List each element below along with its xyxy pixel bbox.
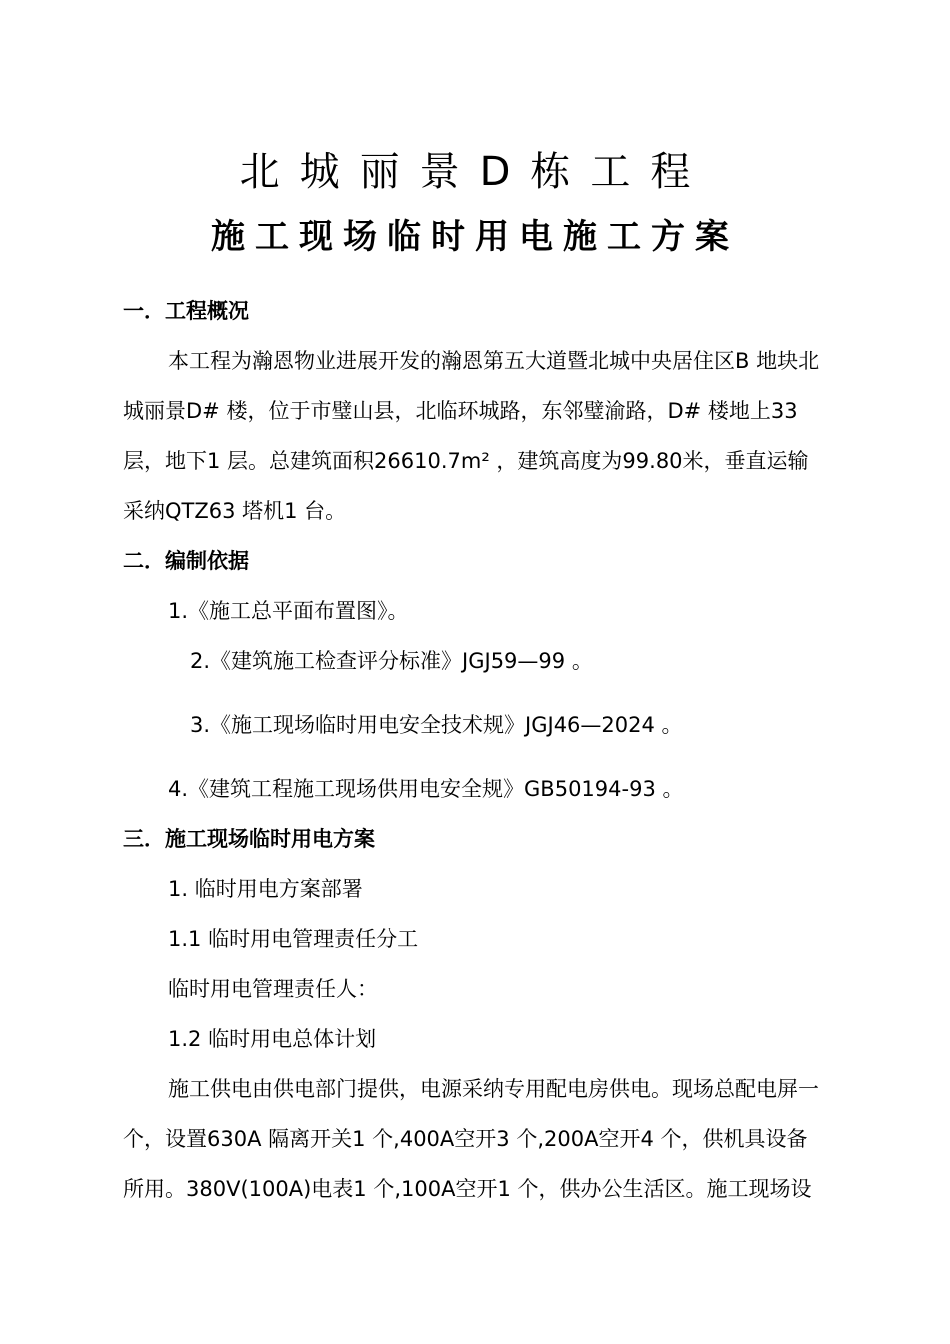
overview-paragraph-line: 本工程为瀚恩物业进展开发的瀚恩第五大道暨北城中央居住区B 地块北	[168, 349, 820, 373]
overview-paragraph-line: 采纳QTZ63 塔机1 台。	[123, 499, 347, 523]
basis-list-item: 3.《施工现场临时用电安全技术规》JGJ46—2024 。	[190, 713, 683, 737]
document-title: 北城丽景D栋工程	[239, 149, 711, 195]
responsibility-text: 临时用电管理责任人：	[168, 977, 378, 1001]
overview-paragraph-line: 城丽景D# 楼，位于市璧山县，北临环城路，东邻璧渝路，D# 楼地上33	[123, 399, 798, 423]
subsection-heading: 1.2 临时用电总体计划	[168, 1027, 377, 1051]
basis-list-item: 4.《建筑工程施工现场供用电安全规》GB50194-93 。	[168, 777, 684, 801]
section-heading-basis: 二．编制依据	[123, 549, 249, 573]
section-heading-overview: 一．工程概况	[123, 299, 249, 323]
plan-paragraph-line: 施工供电由供电部门提供，电源采纳专用配电房供电。现场总配电屏一	[168, 1077, 819, 1101]
plan-paragraph-line: 个，设置630A 隔离开关1 个,400A空开3 个,200A空开4 个，供机具设备	[123, 1127, 808, 1151]
section-heading-plan: 三．施工现场临时用电方案	[123, 827, 375, 851]
overview-paragraph-line: 层，地下1 层。总建筑面积26610.7m² ，建筑高度为99.80米，垂直运输	[123, 449, 809, 473]
basis-list-item: 2.《建筑施工检查评分标准》JGJ59—99 。	[190, 649, 593, 673]
document-subtitle: 施工现场临时用电施工方案	[211, 217, 739, 257]
plan-paragraph-line: 所用。380V(100A)电表1 个,100A空开1 个，供办公生活区。施工现场设	[123, 1177, 812, 1201]
subsection-heading: 1. 临时用电方案部署	[168, 877, 363, 901]
subsection-heading: 1.1 临时用电管理责任分工	[168, 927, 419, 951]
basis-list-item: 1.《施工总平面布置图》。	[168, 599, 409, 623]
